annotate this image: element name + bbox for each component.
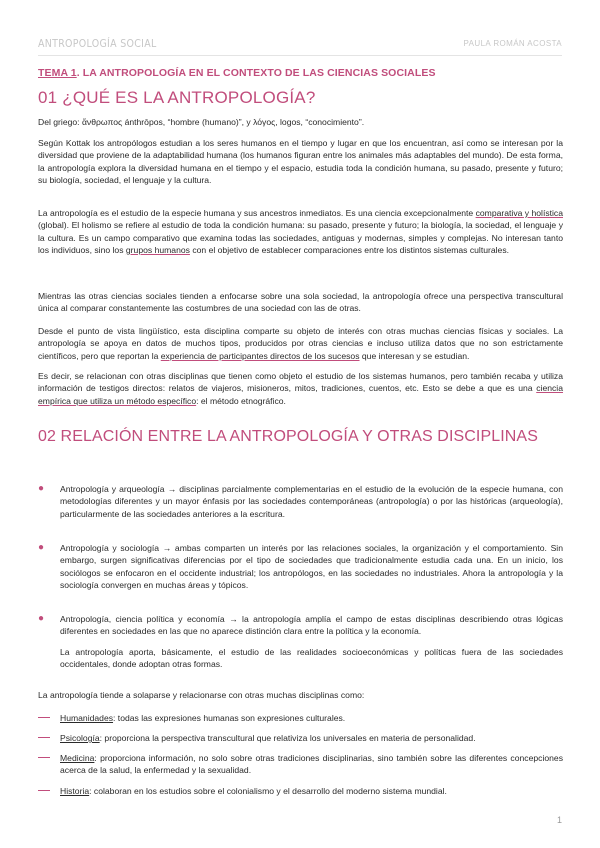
underlined-term: grupos humanos	[125, 244, 190, 255]
dash-icon	[38, 790, 50, 791]
paragraph-empirical: Es decir, se relacionan con otras disciplinas que tienen como objeto el estudio de los sistemas humanos, pero también recaba y utiliza información de testigos directos: relatos de viajeros, misioneros, mitos, tradiciones, cuentos, etc. Esto se debe a que es una ciencia empírica que utiliza un método específico: el método etnográfico.	[38, 371, 563, 406]
underlined-term: ciencia empírica que utiliza un método específico	[38, 383, 563, 406]
discipline-term: Historia	[60, 786, 90, 796]
dash-icon	[38, 717, 50, 718]
paragraph-kottak: Según Kottak los antropólogos estudian a los seres humanos en el tiempo y lugar en que los encuentran, así como se interesan por la diversidad que proviene de la adaptabilidad humana (los humanos figuran entre los animales más adaptables del mundo). De esta forma, la antropología explora la diversidad humana en el tiempo y el espacio, estudia toda la condición humana, su pasado, presente y futuro; su biología, sociedad, el lenguaje y la cultura.	[38, 138, 563, 185]
underlined-term: comparativa y holística	[475, 208, 563, 218]
section-2-heading: 02 RELACIÓN ENTRE LA ANTROPOLOGÍA Y OTRAS DISCIPLINAS	[38, 428, 538, 445]
header-divider	[38, 55, 562, 56]
page-number: 1	[556, 815, 562, 825]
section-1-heading: 01 ¿QUÉ ES LA ANTROPOLOGÍA?	[38, 88, 316, 107]
topic-name: . LA ANTROPOLOGÍA EN EL CONTEXTO DE LAS CIENCIAS SOCIALES	[76, 67, 436, 79]
bullet-continuation: La antropología aporta, básicamente, el estudio de las realidades socioeconómicas y políticas fuera de las sociedades occidentales, donde adoptan otras formas.	[60, 647, 563, 670]
header-author: PAULA ROMÁN ACOSTA	[463, 39, 562, 48]
etymology-paragraph: Del griego: ἄνθρωπος ánthrōpos, “hombre (humano)”, y λόγος, logos, “conocimiento”.	[38, 117, 365, 127]
paragraph-linguistic: Desde el punto de vista lingüístico, esta disciplina comparte su objeto de interés con otras muchas ciencias físicas y sociales. La antropología se apoya en datos de muchos tipos, producidos por otras ciencias e incluso utiliza datos que no son estrictamente científicos, pero que reportan la experiencia de participantes directos de los sucesos que interesan y se estudian.	[38, 326, 563, 361]
bullet-icon: ●	[38, 542, 45, 553]
dash-icon	[38, 757, 50, 758]
topic-title	[38, 67, 436, 79]
discipline-term: Medicina	[60, 753, 95, 763]
bullet-icon: ●	[38, 613, 45, 624]
discipline-term: Psicología	[60, 733, 100, 743]
paragraph-comparison: Mientras las otras ciencias sociales tienden a enfocarse sobre una sola sociedad, la antropología ofrece una perspectiva transcultural única al comparar constantemente las costumbres de una sociedad con las de otras.	[38, 291, 563, 314]
paragraph-definition: La antropología es el estudio de la especie humana y sus ancestros inmediatos. Es una ciencia excepcionalmente comparativa y holística (global). El holismo se refiere al estudio de toda la condición humana: su pasado, presente y futuro; la biología, la sociedad, el lenguaje y la cultura. Es un campo comparativo que examina todas las sociedades, antiguas y modernas, simples y complejas. No interesan tanto los individuos, sino los grupos humanos con el objetivo de establecer comparaciones entre los distintos sistemas culturales.	[38, 208, 563, 255]
bullet-icon: ●	[38, 483, 45, 494]
discipline-term: Humanidades	[60, 713, 114, 723]
topic-number: TEMA 1	[38, 67, 77, 79]
dash-icon	[38, 737, 50, 738]
header-course-title: ANTROPOLOGÍA SOCIAL	[38, 38, 157, 50]
disciplines-intro: La antropología tiende a solaparse y relacionarse con otras muchas disciplinas como:	[38, 690, 365, 700]
underlined-term: experiencia de participantes directos de los sucesos	[160, 350, 360, 361]
